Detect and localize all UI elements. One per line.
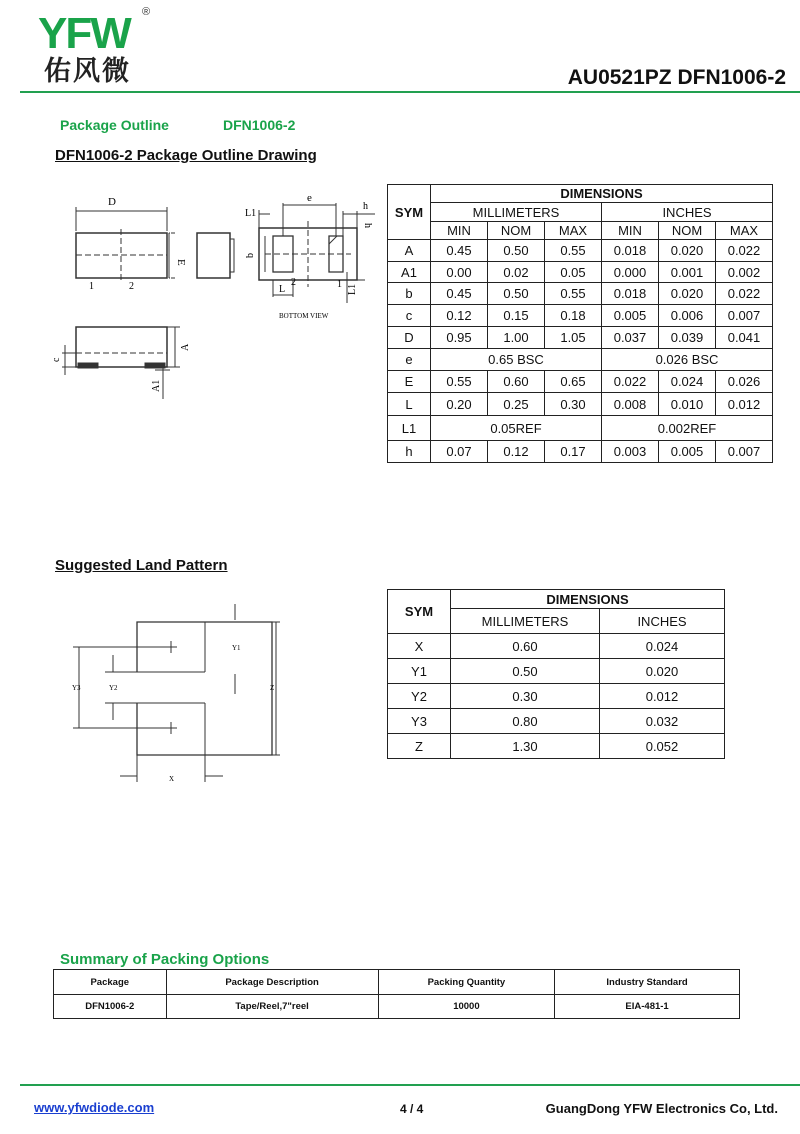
dim-value: 0.010 bbox=[659, 393, 716, 416]
dim-value: 0.30 bbox=[545, 393, 602, 416]
land-mm: 0.50 bbox=[451, 659, 600, 684]
min-header: MIN bbox=[431, 222, 488, 240]
dim-value-inch: 0.002REF bbox=[602, 416, 773, 441]
outline-drawing-title: DFN1006-2 Package Outline Drawing bbox=[55, 147, 317, 164]
packing-cell: 10000 bbox=[378, 995, 555, 1019]
dim-row bbox=[388, 283, 773, 305]
dim-sym: L1 bbox=[388, 416, 431, 441]
dim-value: 0.17 bbox=[545, 441, 602, 463]
dim-value: 0.55 bbox=[545, 283, 602, 305]
land-sym: Z bbox=[388, 734, 451, 759]
bottom-view-label: BOTTOM VIEW bbox=[279, 312, 329, 320]
land-sym: Y2 bbox=[388, 684, 451, 709]
dim-value: 0.022 bbox=[716, 283, 773, 305]
dim-label-2: 2 bbox=[291, 277, 296, 288]
dim-row bbox=[388, 441, 773, 463]
mm-header: MILLIMETERS bbox=[431, 203, 602, 222]
max-header: MAX bbox=[545, 222, 602, 240]
dim-row bbox=[388, 327, 773, 349]
land-inch: 0.052 bbox=[600, 734, 725, 759]
sym-header: SYM bbox=[388, 185, 431, 240]
land-inch-header: INCHES bbox=[600, 609, 725, 634]
land-mm: 0.30 bbox=[451, 684, 600, 709]
land-pattern-drawing bbox=[65, 600, 295, 790]
dim-sym: h bbox=[388, 441, 431, 463]
dim-row bbox=[388, 393, 773, 416]
dim-label-D: D bbox=[108, 196, 116, 208]
packing-title: Summary of Packing Options bbox=[60, 951, 270, 968]
dim-sym: D bbox=[388, 327, 431, 349]
dim-value: 0.12 bbox=[488, 441, 545, 463]
packing-header: Industry Standard bbox=[555, 970, 740, 995]
land-inch: 0.032 bbox=[600, 709, 725, 734]
land-sym: Y3 bbox=[388, 709, 451, 734]
dim-label-A: A bbox=[180, 343, 191, 351]
packing-cell: Tape/Reel,7"reel bbox=[166, 995, 378, 1019]
pin-label-2: 2 bbox=[129, 281, 134, 292]
dimensions-table bbox=[387, 184, 773, 463]
dim-label-E: E bbox=[175, 259, 187, 266]
company-name: GuangDong YFW Electronics Co, Ltd. bbox=[545, 1101, 778, 1116]
max-header-inch: MAX bbox=[716, 222, 773, 240]
land-sym-header: SYM bbox=[388, 590, 451, 634]
land-sym: Y1 bbox=[388, 659, 451, 684]
dim-value-mm: 0.05REF bbox=[431, 416, 602, 441]
land-sym: X bbox=[388, 634, 451, 659]
package-outline-value: DFN1006-2 bbox=[223, 117, 296, 133]
dim-value: 0.00 bbox=[431, 262, 488, 283]
dim-label-L1-side: L1 bbox=[347, 283, 358, 295]
dim-value: 0.006 bbox=[659, 305, 716, 327]
land-mm: 1.30 bbox=[451, 734, 600, 759]
dim-value: 0.95 bbox=[431, 327, 488, 349]
header-rule bbox=[20, 91, 800, 93]
dim-value: 0.005 bbox=[602, 305, 659, 327]
dim-sym: A1 bbox=[388, 262, 431, 283]
page-number: 4 / 4 bbox=[400, 1102, 424, 1116]
inch-header: INCHES bbox=[602, 203, 773, 222]
dim-value: 0.05 bbox=[545, 262, 602, 283]
dim-label-L1: L1 bbox=[245, 208, 257, 219]
dim-value: 0.50 bbox=[488, 283, 545, 305]
dim-value: 0.026 bbox=[716, 371, 773, 393]
dim-sym: c bbox=[388, 305, 431, 327]
dim-value: 0.55 bbox=[431, 371, 488, 393]
land-label-Y3: Y3 bbox=[72, 684, 81, 692]
dim-value: 1.05 bbox=[545, 327, 602, 349]
dim-value: 0.039 bbox=[659, 327, 716, 349]
packing-cell: EIA-481-1 bbox=[555, 995, 740, 1019]
dimensions-header: DIMENSIONS bbox=[431, 185, 773, 203]
document-title: AU0521PZ DFN1006-2 bbox=[567, 66, 786, 89]
dim-value: 0.020 bbox=[659, 283, 716, 305]
dim-sym: L bbox=[388, 393, 431, 416]
land-dimensions-table bbox=[387, 589, 725, 759]
dim-value: 0.018 bbox=[602, 283, 659, 305]
dim-value: 0.50 bbox=[488, 240, 545, 262]
dim-row bbox=[388, 262, 773, 283]
dim-label-e: e bbox=[307, 192, 312, 204]
dim-value: 0.007 bbox=[716, 305, 773, 327]
dim-row bbox=[388, 305, 773, 327]
dim-row bbox=[388, 240, 773, 262]
dim-value: 0.022 bbox=[602, 371, 659, 393]
package-outline-label: Package Outline bbox=[60, 117, 169, 133]
dim-row bbox=[388, 416, 773, 441]
dim-value-mm: 0.65 BSC bbox=[431, 349, 602, 371]
land-mm: 0.80 bbox=[451, 709, 600, 734]
dim-label-h-top: h bbox=[363, 201, 368, 212]
dim-label-A1: A1 bbox=[151, 379, 162, 392]
dim-sym: E bbox=[388, 371, 431, 393]
nom-header-inch: NOM bbox=[659, 222, 716, 240]
dim-value-inch: 0.026 BSC bbox=[602, 349, 773, 371]
nom-header: NOM bbox=[488, 222, 545, 240]
packing-header: Packing Quantity bbox=[378, 970, 555, 995]
packing-header: Package bbox=[54, 970, 167, 995]
dim-value: 0.20 bbox=[431, 393, 488, 416]
packing-table bbox=[53, 969, 740, 1019]
dim-value: 0.12 bbox=[431, 305, 488, 327]
dim-value: 0.001 bbox=[659, 262, 716, 283]
land-row bbox=[388, 634, 725, 659]
dim-sym: b bbox=[388, 283, 431, 305]
land-label-Y1: Y1 bbox=[232, 644, 241, 652]
pin-label-1: 1 bbox=[89, 281, 94, 292]
brand-logo: YFW bbox=[38, 9, 130, 58]
land-row bbox=[388, 709, 725, 734]
dim-value: 0.008 bbox=[602, 393, 659, 416]
dim-value: 0.005 bbox=[659, 441, 716, 463]
dim-value: 0.60 bbox=[488, 371, 545, 393]
dim-value: 0.02 bbox=[488, 262, 545, 283]
land-label-Y2: Y2 bbox=[109, 684, 118, 692]
dim-value: 0.45 bbox=[431, 283, 488, 305]
packing-cell: DFN1006-2 bbox=[54, 995, 167, 1019]
land-label-X: X bbox=[169, 775, 175, 783]
dim-value: 0.012 bbox=[716, 393, 773, 416]
land-row bbox=[388, 659, 725, 684]
land-mm-header: MILLIMETERS bbox=[451, 609, 600, 634]
dim-value: 0.024 bbox=[659, 371, 716, 393]
min-header-inch: MIN bbox=[602, 222, 659, 240]
dim-sym: e bbox=[388, 349, 431, 371]
footer-rule bbox=[20, 1084, 800, 1086]
dim-value: 0.020 bbox=[659, 240, 716, 262]
dim-value: 0.25 bbox=[488, 393, 545, 416]
dim-sym: A bbox=[388, 240, 431, 262]
land-dimensions-header: DIMENSIONS bbox=[451, 590, 725, 609]
dim-value: 0.45 bbox=[431, 240, 488, 262]
dim-label-h: h bbox=[362, 223, 373, 228]
dim-value: 0.07 bbox=[431, 441, 488, 463]
land-row bbox=[388, 734, 725, 759]
dim-value: 0.000 bbox=[602, 262, 659, 283]
package-outline-drawing bbox=[45, 185, 385, 400]
land-inch: 0.024 bbox=[600, 634, 725, 659]
dim-value: 0.15 bbox=[488, 305, 545, 327]
land-inch: 0.020 bbox=[600, 659, 725, 684]
dim-row bbox=[388, 371, 773, 393]
dim-label-L: L bbox=[279, 284, 286, 295]
dim-value: 0.041 bbox=[716, 327, 773, 349]
dim-value: 0.003 bbox=[602, 441, 659, 463]
dim-row bbox=[388, 349, 773, 371]
land-row bbox=[388, 684, 725, 709]
dim-value: 0.022 bbox=[716, 240, 773, 262]
dim-value: 0.007 bbox=[716, 441, 773, 463]
dim-label-1: 1 bbox=[337, 279, 342, 290]
dim-value: 0.018 bbox=[602, 240, 659, 262]
land-label-Z: Z bbox=[270, 684, 275, 692]
dim-value: 0.18 bbox=[545, 305, 602, 327]
dim-label-b: b bbox=[245, 253, 256, 258]
dim-value: 1.00 bbox=[488, 327, 545, 349]
website-link[interactable]: www.yfwdiode.com bbox=[34, 1100, 155, 1115]
registered-mark: ® bbox=[142, 6, 151, 18]
packing-header: Package Description bbox=[166, 970, 378, 995]
land-mm: 0.60 bbox=[451, 634, 600, 659]
brand-logo-chinese: 佑风微 bbox=[44, 56, 131, 87]
dim-value: 0.65 bbox=[545, 371, 602, 393]
dim-value: 0.002 bbox=[716, 262, 773, 283]
dim-label-c: c bbox=[51, 357, 62, 362]
land-inch: 0.012 bbox=[600, 684, 725, 709]
dim-value: 0.037 bbox=[602, 327, 659, 349]
land-pattern-title: Suggested Land Pattern bbox=[55, 557, 228, 574]
dim-value: 0.55 bbox=[545, 240, 602, 262]
